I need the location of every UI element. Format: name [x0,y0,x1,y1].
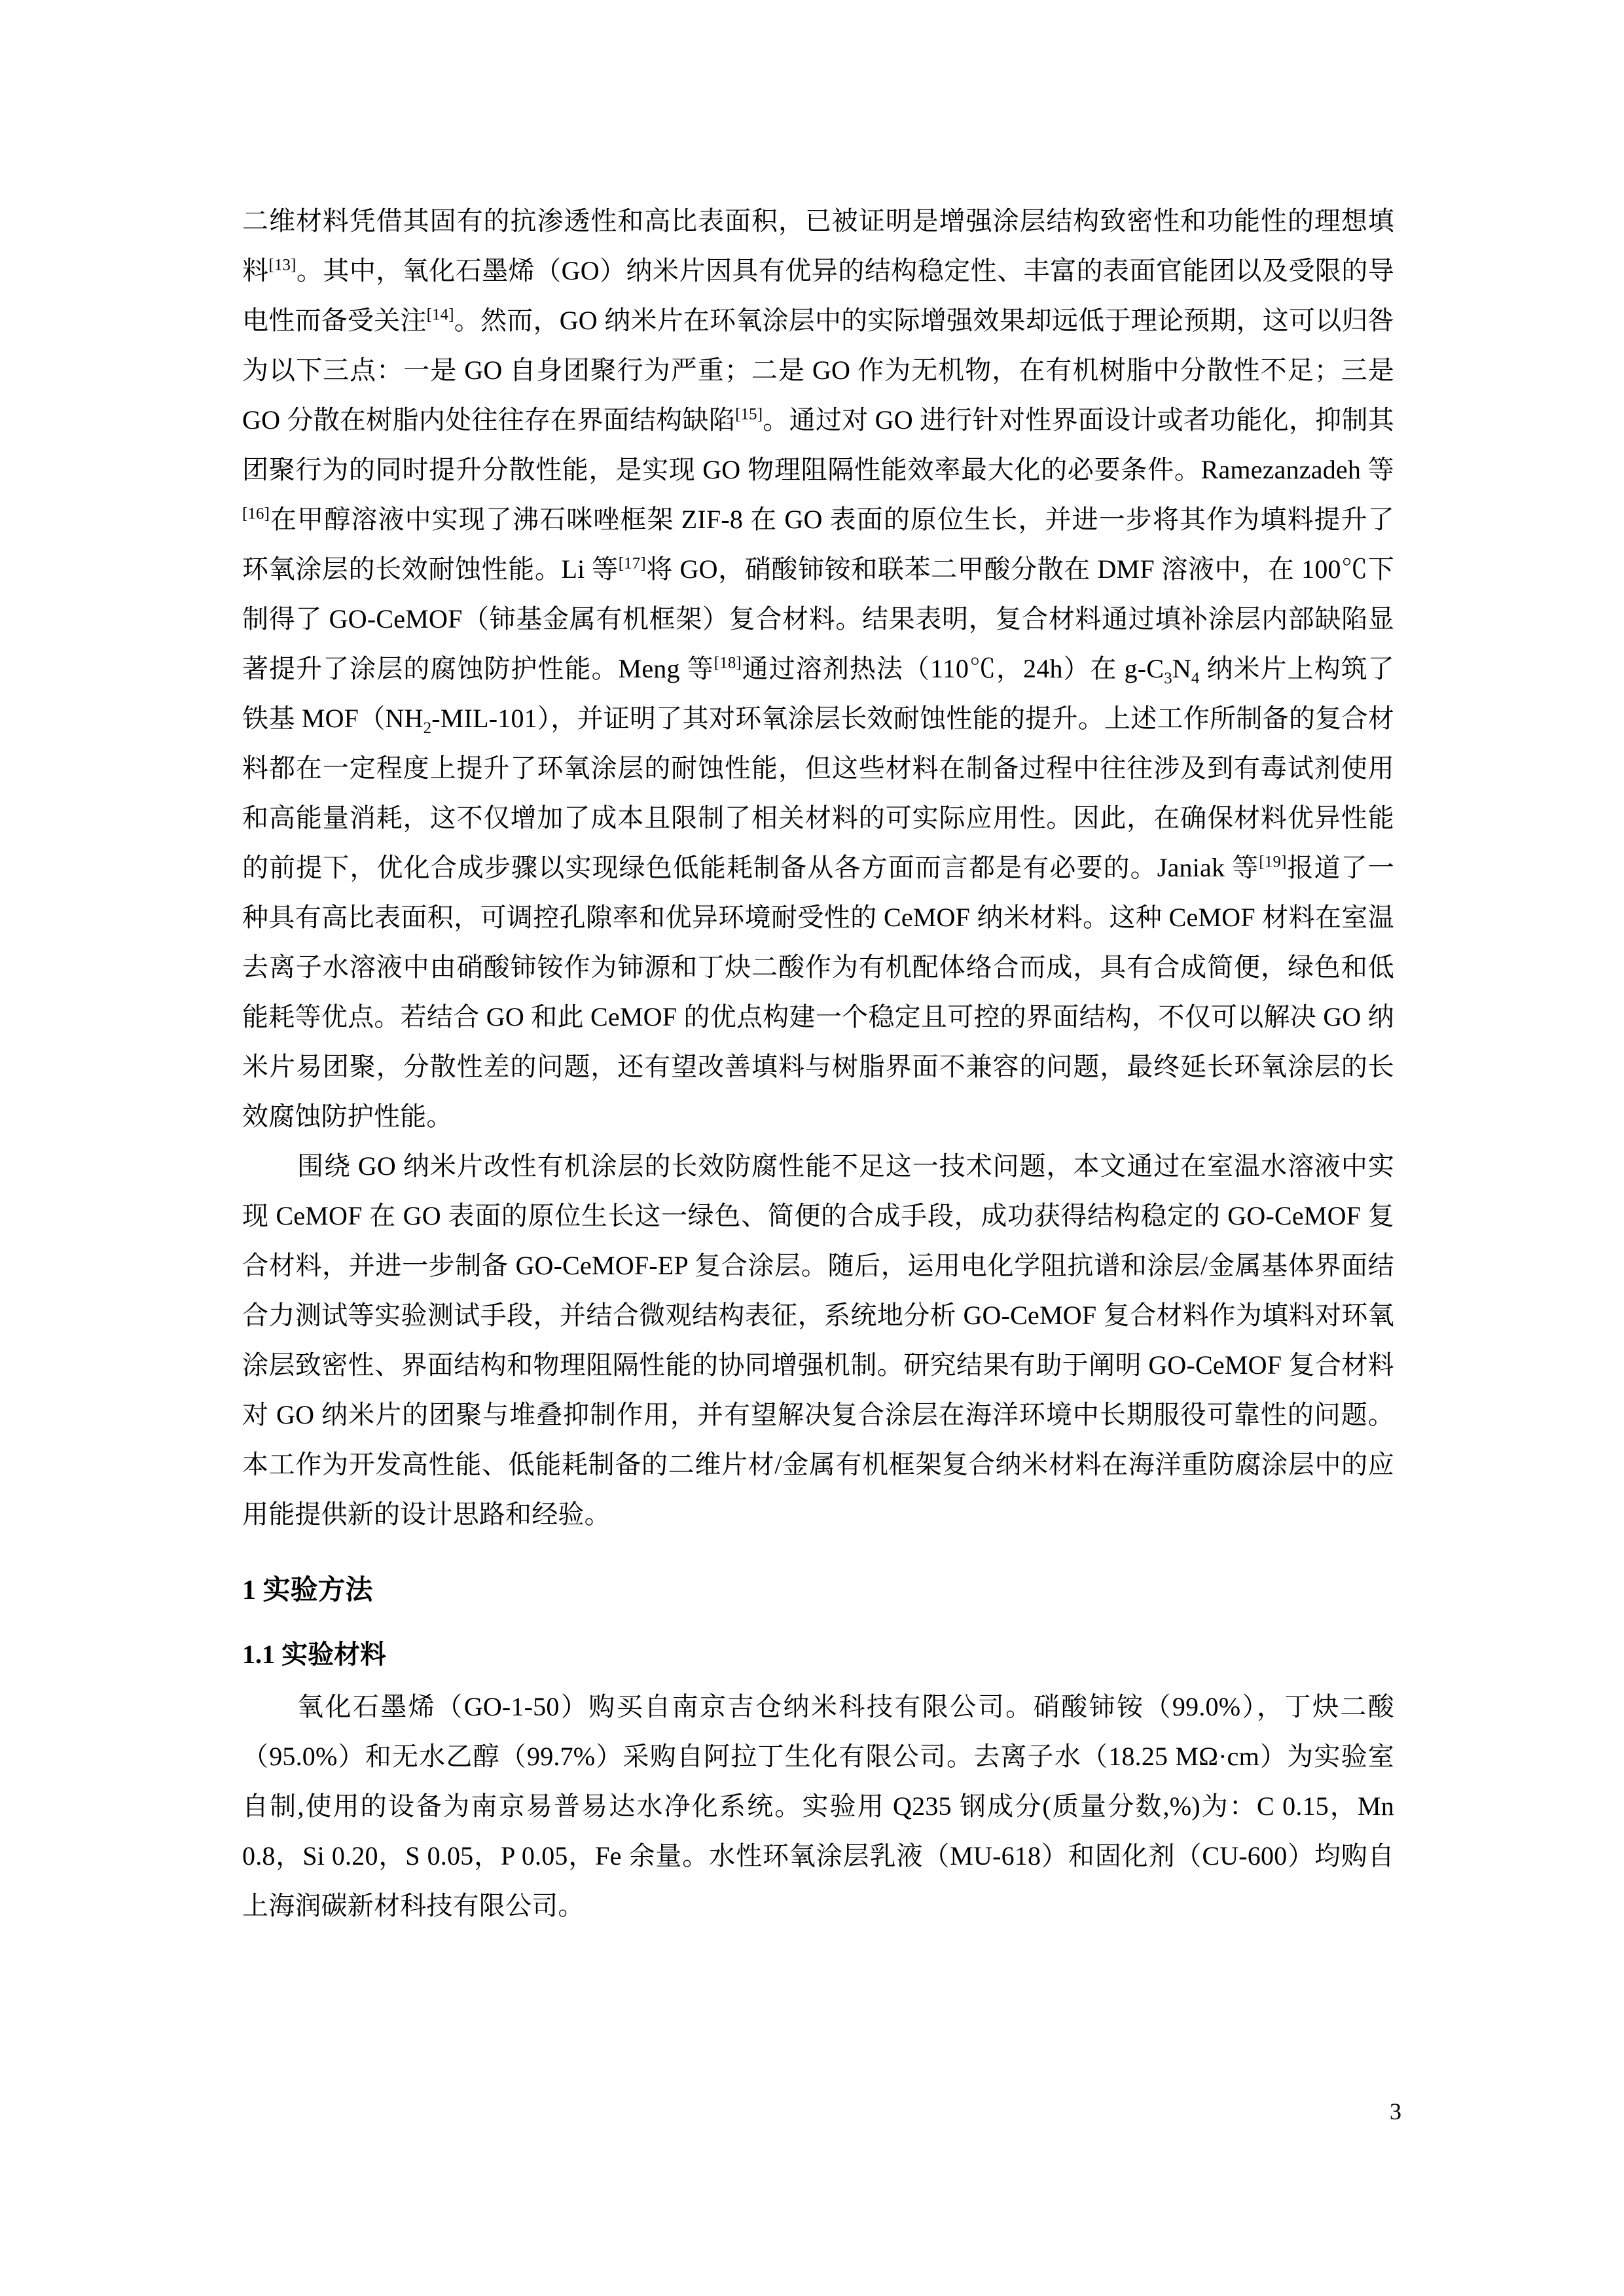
subscript-4: 4 [1191,670,1200,687]
citation-16: [16] [242,505,270,523]
citation-18: [18] [713,654,742,672]
heading-section-1-1: 1.1 实验材料 [242,1640,386,1669]
page-number: 3 [1390,2098,1401,2125]
subscript-2: 2 [423,719,432,737]
paragraph-materials: 氧化石墨烯（GO-1-50）购买自南京吉仓纳米科技有限公司。硝酸铈铵（99.0%），丁炔二酸（95.0%）和无水乙醇（99.7%）采购自阿拉丁生化有限公司。去离子水（18.25 MΩ·cm）为实验室自制,使用的设备为南京易普易达水净化系统。实验用 Q235 钢成分(质量分数,%)为：C 0.15，Mn 0.8，Si 0.20，S 0.05，P 0.05，Fe 余量。水性环氧涂层乳液（MU-618）和固化剂（CU-600）均购自上海润碳新材科技有限公司。 [242,1692,1394,1920]
citation-15: [15] [735,405,763,423]
page-content [242,196,1394,1931]
citation-17: [17] [618,554,646,573]
citation-13: [13] [268,256,297,274]
subscript-3: 3 [1164,670,1172,687]
heading-section-1: 1 实验方法 [242,1575,373,1605]
paragraph-study-overview: 围绕 GO 纳米片改性有机涂层的长效防腐性能不足这一技术问题，本文通过在室温水溶液中实现 CeMOF 在 GO 表面的原位生长这一绿色、简便的合成手段，成功获得结构稳定的 GO-CeMOF 复合材料，并进一步制备 GO-CeMOF-EP 复合涂层。随后，运用电化学阻抗谱和涂层/金属基体界面结合力测试等实验测试手段，并结合微观结构表征，系统地分析 GO-CeMOF 复合材料作为填料对环氧涂层致密性、界面结构和物理阻隔性能的协同增强机制。研究结果有助于阐明 GO-CeMOF 复合材料对 GO 纳米片的团聚与堆叠抑制作用，并有望解决复合涂层在海洋环境中长期服役可靠性的问题。本工作为开发高性能、低能耗制备的二维片材/金属有机框架复合纳米材料在海洋重防腐涂层中的应用能提供新的设计思路和经验。 [242,1151,1394,1529]
citation-14: [14] [426,306,454,324]
citation-19: [19] [1259,853,1287,871]
paragraph-intro-fillers: 二维材料凭借其固有的抗渗透性和高比表面积，已被证明是增强涂层结构致密性和功能性的理想填料[13]。其中，氧化石墨烯（GO）纳米片因具有优异的结构稳定性、丰富的表面官能团以及受限的导电性而备受关注[14]。然而，GO 纳米片在环氧涂层中的实际增强效果却远低于理论预期，这可以归咎为以下三点：一是 GO 自身团聚行为严重；二是 GO 作为无机物，在有机树脂中分散性不足；三是 GO 分散在树脂内处往往存在界面结构缺陷[15]。通过对 GO 进行针对性界面设计或者功能化，抑制其团聚行为的同时提升分散性能，是实现 GO 物理阻隔性能效率最大化的必要条件。Ramezanzadeh 等[16]在甲醇溶液中实现了沸石咪唑框架 ZIF-8 在 GO 表面的原位生长，并进一步将其作为填料提升了环氧涂层的长效耐蚀性能。Li 等[17]将 GO，硝酸铈铵和联苯二甲酸分散在 DMF 溶液中，在 100℃下制得了 GO-CeMOF（铈基金属有机框架）复合材料。结果表明，复合材料通过填补涂层内部缺陷显著提升了涂层的腐蚀防护性能。Meng 等[18]通过溶剂热法（110℃，24h）在 $g-C_3N_4$ 纳米片上构筑了铁基 $MOF(NH_2-MIL-101)$，并证明了其对环氧涂层长效耐蚀性能的提升。上述工作所制备的复合材料都在一定程度上提升了环氧涂层的耐蚀性能，但这些材料在制备过程中往往涉及到有毒试剂使用和高能量消耗，这不仅增加了成本且限制了相关材料的可实际应用性。因此，在确保材料优异性能的前提下，优化合成步骤以实现绿色低能耗制备从各方面而言都是有必要的。Janiak 等[19]报道了一种具有高比表面积，可调控孔隙率和优异环境耐受性的 CeMOF 纳米材料。这种 CeMOF 材料在室温去离子水溶液中由硝酸铈铵作为铈源和丁炔二酸作为有机配体络合而成，具有合成简便，绿色和低能耗等优点。若结合 GO 和此 CeMOF 的优点构建一个稳定且可控的界面结构，不仅可以解决 GO 纳米片易团聚，分散性差的问题，还有望改善填料与树脂界面不兼容的问题，最终延长环氧涂层的长效腐蚀防护性能。 [242,206,1394,1131]
